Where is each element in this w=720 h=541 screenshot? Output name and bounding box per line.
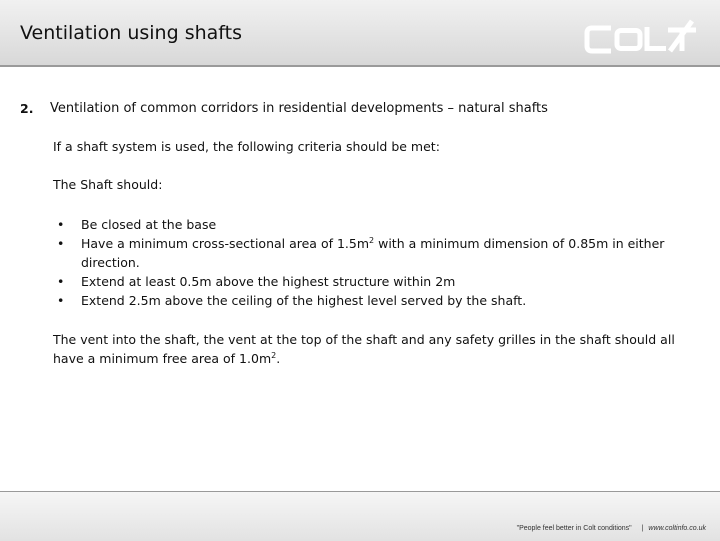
superscript: 2 [369, 235, 375, 245]
list-item [53, 291, 703, 310]
list-item [53, 234, 703, 272]
bullet-text-cont: with a minimum dimension of 0.85m in either direction. [81, 236, 665, 270]
bullet-icon: • [57, 293, 65, 308]
bullet-text: Have a minimum cross-sectional area of 1.5m [81, 236, 370, 251]
bullet-text: Extend 2.5m above the ceiling of the highest level served by the shaft. [81, 293, 527, 308]
vent-paragraph [53, 330, 693, 368]
section-number: 2. [20, 101, 34, 116]
bullet-icon: • [57, 236, 65, 251]
criteria-list [53, 215, 703, 310]
bullet-icon: • [57, 274, 65, 289]
section-title: Ventilation of common corridors in residential developments – natural shafts [50, 101, 548, 116]
footer-separator: | [641, 525, 644, 532]
intro-text: If a shaft system is used, the following criteria should be met: [53, 139, 440, 154]
list-item [53, 272, 703, 291]
list-item [53, 215, 703, 234]
paragraph-text: The vent into the shaft, the vent at the top of the shaft and any safety grilles in the shaft should all have a minimum free area of 1.0m [53, 332, 675, 366]
page-title: Ventilation using shafts [20, 22, 242, 44]
colt-logo [584, 17, 700, 55]
footer-text [517, 525, 706, 532]
footer-url[interactable]: www.coltinfo.co.uk [648, 525, 706, 532]
superscript: 2 [271, 350, 277, 360]
footer-tagline: "People feel better in Colt conditions" [516, 525, 632, 532]
bullet-text: Extend at least 0.5m above the highest structure within 2m [81, 274, 456, 289]
paragraph-end: . [276, 351, 281, 366]
shaft-label: The Shaft should: [53, 177, 163, 192]
bullet-icon: • [57, 217, 65, 232]
header-bar [0, 0, 720, 67]
bullet-text: Be closed at the base [81, 217, 217, 232]
footer-bar [0, 491, 720, 541]
